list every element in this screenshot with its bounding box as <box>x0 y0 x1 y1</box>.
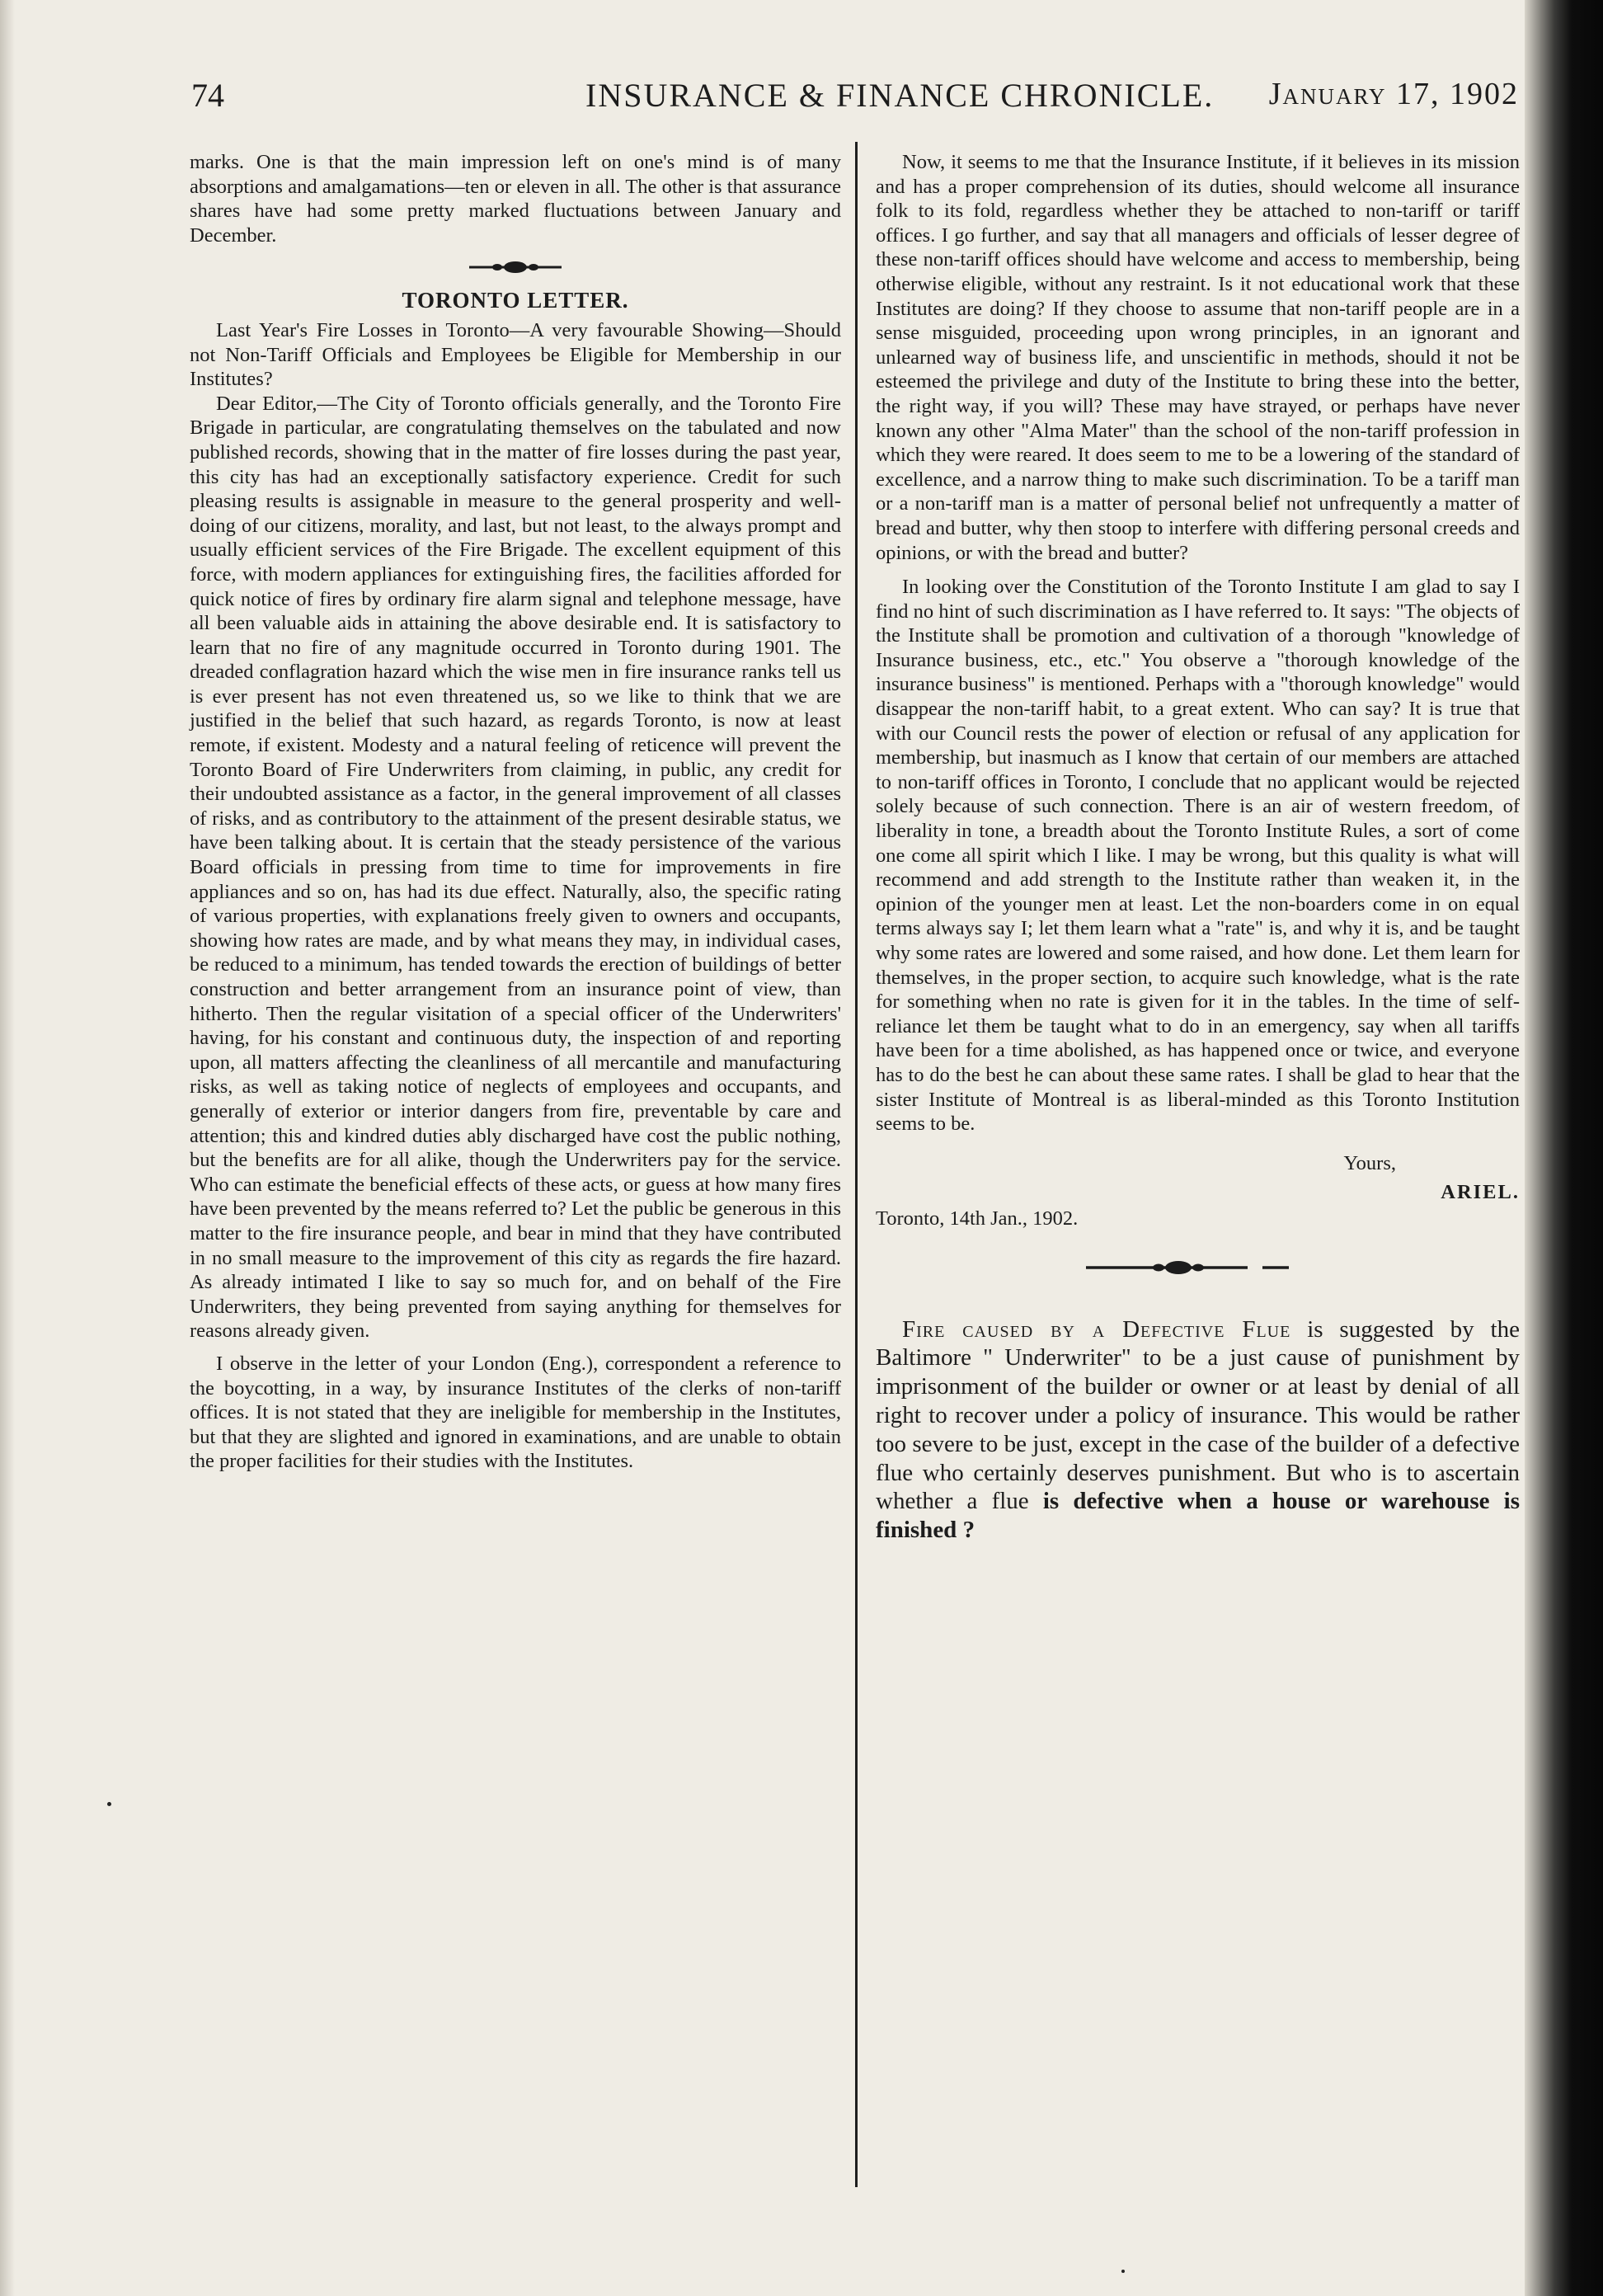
closing-yours: Yours, <box>1343 1151 1396 1174</box>
publication-title: INSURANCE & FINANCE CHRONICLE. <box>585 77 1215 114</box>
letter-paragraph-4: In looking over the Constitution of the Toronto Institute I am glad to say I find no hint of such discrimination as I have referred to. It says: "The objects of the Institute shall be promotion and cultivation of a thorough "knowledge of Insurance business, etc., etc." You observe a "thorough knowledge of the insurance business" is mentioned. Perhaps with a "thorough knowledge" would disappear the non-tariff habit, to a great extent. Who can say? It is true that with our Council rests the power of election or refusal of any application for membership, but inasmuch as I know that certain of our members are attached to non-tariff offices in Toronto, I conclude that no applicant would be rejected solely because of such connection. There is an air of western freedom, of liberality in tone, a breadth about the Toronto Institute Rules, a sort of come one come all spirit which I like. I may be wrong, but this quality is what will recommend and add strength to the Institute rather than weaken it, in the opinion of the younger men at least. Let the non-boarders come in on equal terms always say I; let them learn what a "rate" is, and why it is, and be taught why some rates are lowered and some raised, and how done. Let them learn for themselves, in the proper section, to acquire such knowledge, what is the rate for something when no rate is given for it in the tables. In the time of self-reliance let them be taught what to do in an emergency, say when all tariffs have been for a time abolished, as has happened once or twice, and everyone has to do the best he can about these same rates. I shall be glad to hear that the sister Institute of Montreal is as liberal-minded as this Toronto Institution seems to be. <box>876 576 1520 1136</box>
letter-paragraph-2: I observe in the letter of your London (Eng.), correspondent a reference to the boycotting, in a way, by insurance Institutes of the clerks of non-tariff offices. It is not stated that they are ineligible for membership in the Institutes, but that they are slighted and ignored in examinations, and are unable to obtain the proper facilities for their studies with the Institutes. <box>190 1352 841 1473</box>
running-header <box>191 76 1519 125</box>
letter-paragraph-1: Dear Editor,—The City of Toronto officials generally, and the Toronto Fire Brigade in particular, are congratulating themselves on the tabulated and now published records, showing that in the matter of fire losses during the past year, this city has had an exceptionally satisfactory experience. Credit for such pleasing results is assignable in measure to the general prosperity and well-doing of our citizens, morality, and last, but not least, to the always prompt and usually efficient services of the Fire Brigade. The excellent equipment of this force, with modern appliances for extinguishing fires, the facilities afforded for quick notice of fires by ordinary fire alarm signal and telephone message, have all been valuable aids in attaining the above desirable end. It is satisfactory to learn that no fire of any magnitude occurred in Toronto during 1901. The dreaded conflagration hazard which the wise men in fire insurance ranks tell us is ever present has not even threatened us, so we like to think that we are justified in the belief that such hazard, as regards Toronto, is now at least remote, if existent. Modesty and a natural feeling of reticence will prevent the Toronto Board of Fire Underwriters from claiming, in public, any credit for their undoubted assistance as a factor, in the general improvement of all classes of risks, and as contributory to the attainment of the present desirable status, we have been talking about. It is certain that the steady persistence of the various Board officials in pressing from time to time for improvements in fire appliances and so on, has had its due effect. Naturally, also, the specific rating of various properties, with explanations freely given to owners and occupants, showing how rates are made, and by what means they may, in individual cases, be reduced to a minimum, has tended towards the erection of buildings of better construction and better arrangement from an insurance point of view, than hitherto. Then the regular visitation of a special officer of the Underwriters' having, for his constant and continuous duty, the inspection of and reporting upon, all matters affecting the cleanliness of all mercantile and manufacturing risks, as well as taking notice of neglects of employees and occupants, and generally of exterior or interior dangers from fire, preventable by care and attention; this and kindred duties ably discharged have cost the public nothing, but the benefits are for all alike, though the Underwriters pay for the service. Who can estimate the beneficial effects of these acts, or guess at how many fires have been prevented by the means referred to? Let the public be generous in this matter to the fire insurance people, and bear in mind that they have contributed in no small measure to the improvement of this city as regards the fire hazard. As already intimated I like to say so much for, and on behalf of the Fire Underwriters, they being prevented from saying anything for themselves for reasons already given. <box>190 392 841 1343</box>
page-number: 74 <box>191 77 224 114</box>
flue-body: is suggested by the Baltimore " Underwriter" to be a just cause of punishment by imprisonment of the builder or owner or at least by denial of all right to recover under a policy of insurance. This would be rather too severe to be just, except in the case of the builder of a defective flue who certainly deserves punishment. But who is to ascertain whether a flue <box>876 1315 1520 1515</box>
scan-speck <box>1121 2270 1125 2273</box>
right-column <box>876 150 1520 1545</box>
opening-paragraph: marks. One is that the main impression left on one's mind is of many absorptions and amalgamations—ten or eleven in all. The other is that assurance shares have had some pretty marked fluctuations between January and December. <box>190 151 841 247</box>
section-ornament <box>190 257 841 279</box>
article-subheading: Last Year's Fire Losses in Toronto—A very favourable Showing—Should not Non-Tariff Officials and Employees be Eligible for Membership in our Institutes? <box>190 318 841 391</box>
column-divider <box>855 142 858 2187</box>
ornament-icon <box>466 259 565 275</box>
signature: ARIEL. <box>1441 1181 1520 1204</box>
letter-paragraph-3: Now, it seems to me that the Insurance Institute, if it believes in its mission and has a proper comprehension of its duties, should welcome all insurance folk to its fold, regardless whether they be attached to non-tariff or tariff offices. I go further, and say that all managers and officials of lesser degree of these non-tariff offices should have welcome and access to membership, being otherwise eligible, without any restraint. Is it not educational work that these Institutes are doing? If they choose to assume that non-tariff people are in a sense misguided, proceeding upon wrong principles, in an ignorant and unlearned way of business life, and unscientific in methods, should it not be esteemed the privilege and duty of the Institute to bring these into the better, the right way, if you will? These may have strayed, or perhaps have never known any other "Alma Mater" than the school of the non-tariff profession in which they were reared. It does seem to me to be a lowering of the standard of excellence, and a narrow thing to make such discrimination. To be a tariff man or a non-tariff man is a matter of personal belief not unfrequently a matter of bread and butter, why then stoop to interfere with differing personal creeds and opinions, or with the bread and butter? <box>876 151 1520 564</box>
article-heading: TORONTO LETTER. <box>402 288 629 313</box>
scan-speck <box>107 1802 111 1806</box>
flue-lead-in: Fire caused by a Defective Flue <box>902 1315 1291 1343</box>
letter-dateline: Toronto, 14th Jan., 1902. <box>876 1207 1079 1230</box>
flue-paragraph <box>876 1315 1520 1545</box>
page-right-edge-shadow <box>1525 0 1603 2296</box>
left-column <box>190 150 841 1474</box>
page-left-edge-shadow <box>0 0 15 2296</box>
section-ornament-2 <box>876 1258 1520 1279</box>
flue-last-line: is defective when a house or warehouse is finished ? <box>876 1488 1520 1544</box>
ornament-icon <box>1083 1258 1314 1277</box>
issue-date: January 17, 1902 <box>1268 77 1519 111</box>
